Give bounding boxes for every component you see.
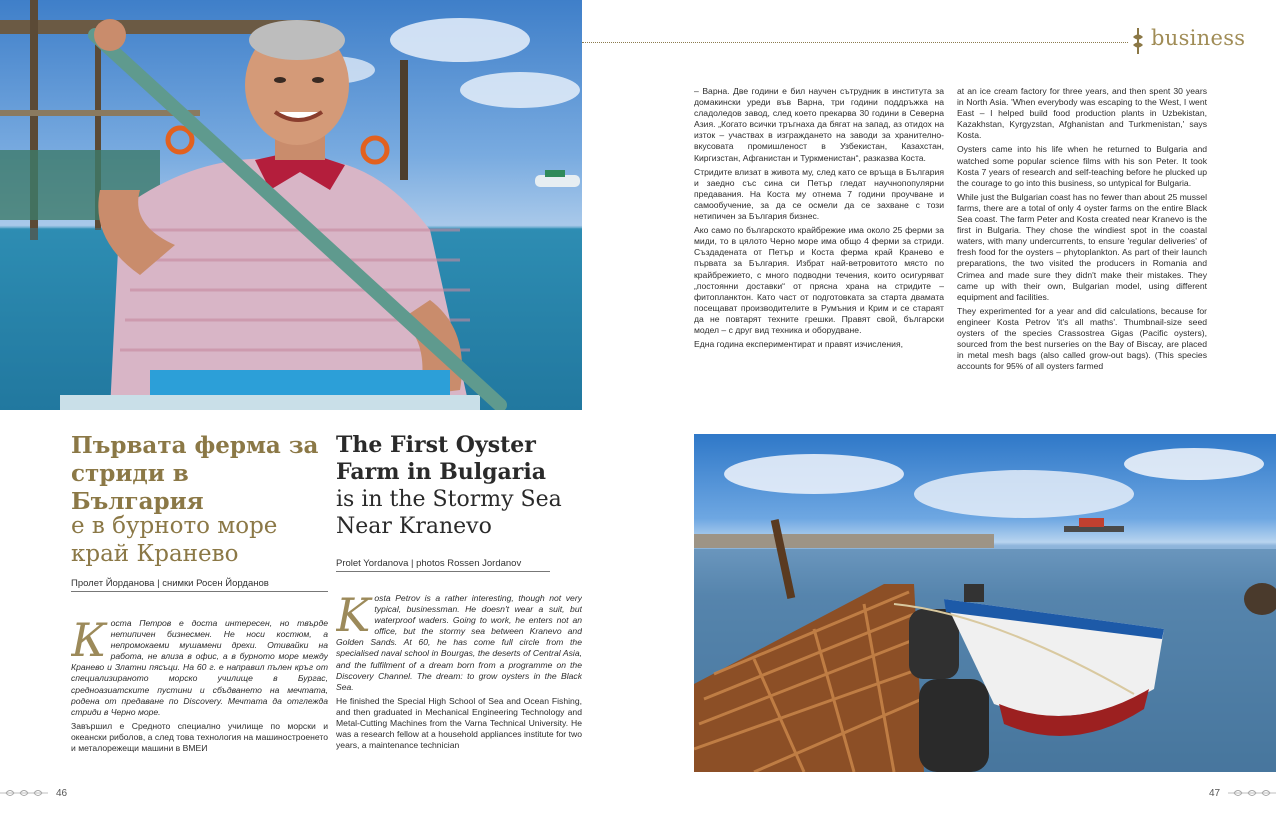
subtitle-english: is in the Stormy Sea Near Kranevo bbox=[336, 487, 562, 539]
photo-pier-and-boat bbox=[694, 434, 1276, 772]
pier-illustration bbox=[694, 434, 1276, 772]
footer-ornament-icon bbox=[1228, 787, 1276, 799]
footer-ornament-icon bbox=[0, 787, 48, 799]
subtitle-bulgarian: е в бурното море край Кранево bbox=[71, 513, 278, 567]
intro-paragraph-english: Kosta Petrov is a rather interesting, though not very typical, businessman. He doesn't wear a suit, but waterproof waders. Going to work, he enters not an office, but the stormy sea between Kranevo and Golden Sands. At 60, he has come full circle from the specialised naval school in Bourgas, the deserts of Central Asia, and the fulfilment of a dream born from a programme on the Discovery Channel. The dream: to grow oysters in the Black Sea. bbox=[336, 593, 582, 692]
dropcap-english: K bbox=[336, 593, 371, 642]
header-rule bbox=[582, 42, 1128, 43]
byline-bulgarian: Пролет Йорданова | снимки Росен Йорданов bbox=[71, 578, 328, 592]
paragraph: Стридите влизат в живота му, след като се връща в България и заедно със сина си Петър гледат научнопопулярни предавания. На Коста му отнема 7 години проучване и самообучение, за да се осмели да се захване с този нетипичен за България бизнес. bbox=[694, 166, 944, 222]
paddler-illustration bbox=[0, 0, 582, 410]
paragraph: He finished the Special High School of Sea and Ocean Fishing, and then graduated in Mechanical Engineering Technology and Metal-Cutting Machines from the Varna Technical University. He was a research fellow at a household appliances institute for two years, a maintenance technician bbox=[336, 695, 582, 751]
paragraph: Една година експериментират и правят изчисления, bbox=[694, 339, 903, 350]
paragraph: Ако само по българското крайбрежие има около 25 ферми за миди, то в цялото Черно море има общо 4 ферми за стриди. Създадената от Петър и Коста ферма край Кранево е първата за България. Избрат най-ветровитото място по крайбрежието, с много подводни течения, които осигуряват „постоянни доставки“ от прясна храна на стридите – фитопланктон. Като част от подготовката за старта двамата посещават производителите в Румъния и Крим и се стараят да не повтарят техните грешки. Правят свой, български модел – с друг вид техника и оборудване. bbox=[694, 225, 944, 335]
paragraph: They experimented for a year and did calculations, because for engineer Kosta Petrov 'it's all maths'. Thumbnail-size seed oysters of the species Crassostrea Gigas (Pacific oysters), sourced from the best nurseries on the Bay of Biscay, are placed in metal mesh bags (also called grow-out bags). (This species accounts for 95% of all oysters farmed bbox=[957, 305, 1207, 372]
body-column-english-2 bbox=[957, 86, 1207, 416]
body-column-english-1 bbox=[336, 593, 582, 778]
byline-english: Prolet Yordanova | photos Rossen Jordanov bbox=[336, 558, 550, 572]
body-column-bulgarian-1 bbox=[71, 618, 328, 778]
photo-man-paddling bbox=[0, 0, 582, 410]
body-column-bulgarian-2 bbox=[694, 86, 944, 416]
paragraph: While just the Bulgarian coast has no fewer than about 25 mussel farms, there are a total of only 4 oyster farms on the entire Black Sea coast. The farm Peter and Kosta created near Kranevo is the first in Bulgaria. They chose the windiest spot in the coastal waters, with many undercurrents, to ensure 'regular deliveries' of fresh food for the oysters – phytoplankton. As part of their launch preparations, the two visited the producers in Romania and Crimea and made sure they didn't make their mistakes. They came up with their own, Bulgarian model, using different equipment and facilities. bbox=[957, 191, 1207, 302]
dropcap-bulgarian: К bbox=[71, 618, 107, 667]
title-english: The First Oyster Farm in Bulgaria bbox=[336, 432, 546, 485]
paragraph: at an ice cream factory for three years, and then spent 30 years in North Asia. 'When everybody was escaping to the West, I went East – I helped build food production plants in Uzbekistan, Kazakhstan, Kyrgyzstan, Afghanistan and Turkmenistan,' says Kosta. bbox=[957, 86, 1207, 141]
paragraph: – Варна. Две години е бил научен сътрудник в института за домакински уреди във Варна, три години поддръжка на сладоледов завод, след което прекарва 30 години в Северна Азия. „Когато всички тръгнаха да бягат на запад, аз отидох на изток – участвах в изграждането на заводи за хранително-вкусовата промишленост в Узбекистан, Казахстан, Киргизстан, Афганистан и Туркменистан“, разказва Коста. bbox=[694, 86, 944, 163]
ornament-icon bbox=[1132, 28, 1144, 54]
intro-paragraph-bulgarian: Коста Петров е доста интересен, но твърде нетипичен бизнесмен. Не носи костюм, а непромокаеми мушамени дрехи. Отивайки на работа, не влиза в офис, а в бурното море между Кранево и Златни пясъци. На 60 г. е направил пълен кръг от специализираното морско училище в Бургас, средноазиатските пустини и сбъдването на мечтата, родена от предаване по Discovery. Мечтата да отглежда стриди в Черно море. bbox=[71, 618, 328, 717]
page-number-right: 47 bbox=[1209, 788, 1221, 799]
paragraph: Завършил е Средното специално училище по морски и океански риболов, а след това технология на машиностроенето и металорежещи машини в ВМЕИ bbox=[71, 720, 328, 754]
section-label: business bbox=[1151, 26, 1246, 50]
title-bulgarian: Първата ферма за стриди в България bbox=[71, 432, 319, 515]
page-number-left: 46 bbox=[56, 788, 68, 799]
paragraph: Oysters came into his life when he returned to Bulgaria and watched some popular science films with his son Peter. It took Kosta 7 years of research and self-teaching before he plucked up the courage to go into this business, so untypical for Bulgaria. bbox=[957, 144, 1207, 188]
